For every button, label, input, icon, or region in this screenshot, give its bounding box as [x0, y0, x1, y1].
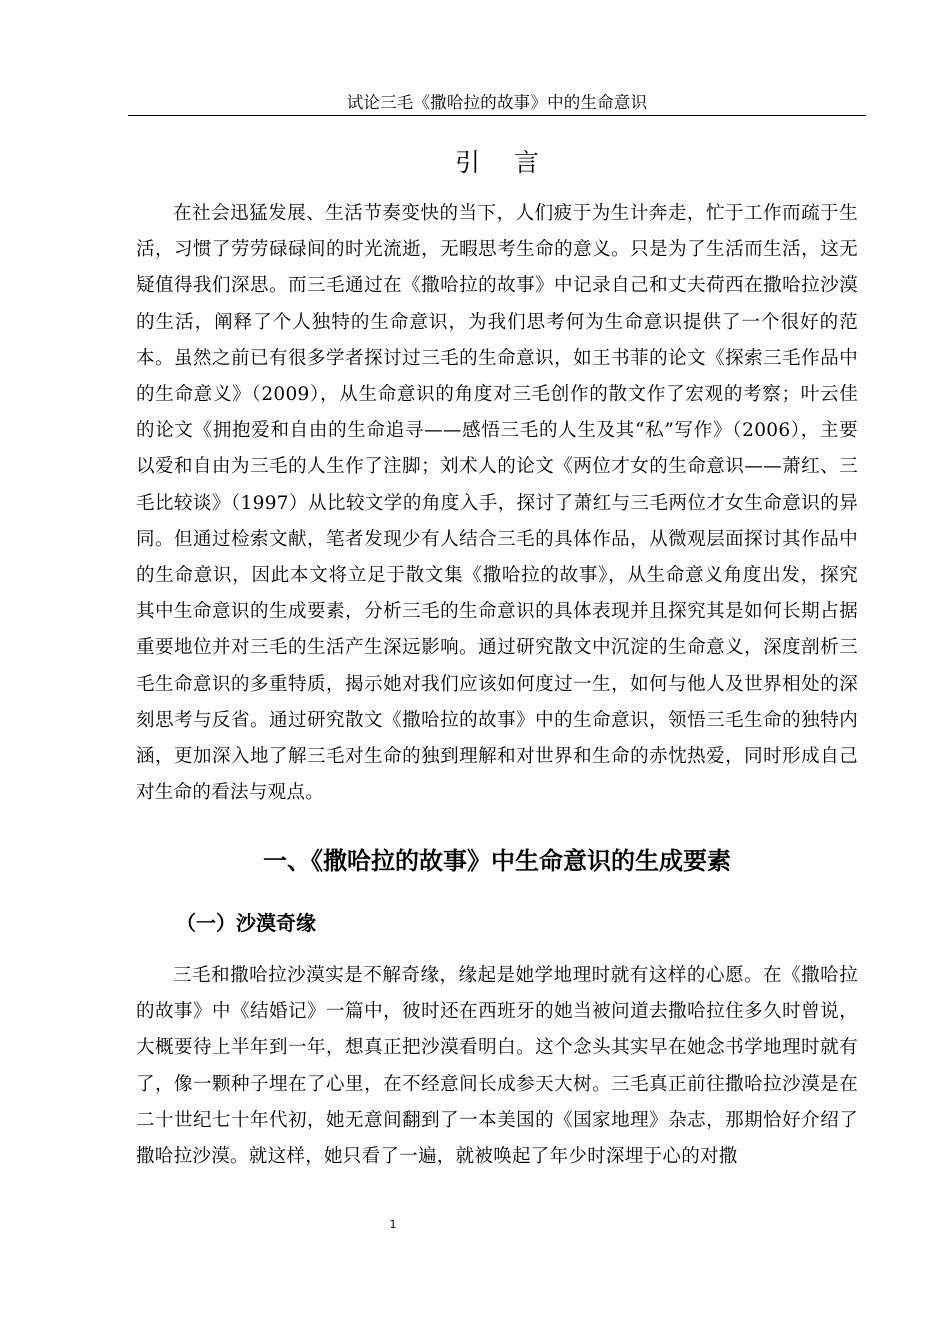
intro-title-char-2: 言 — [514, 148, 540, 177]
intro-title-char-1: 引 — [454, 148, 480, 177]
chapter-1-heading: 一、《撒哈拉的故事》中生命意识的生成要素 — [263, 847, 731, 875]
subsection-1-heading: （一）沙漠奇缘 — [176, 911, 316, 935]
intro-title — [128, 146, 866, 180]
page-number: 1 — [389, 1218, 397, 1231]
intro-paragraph: 在社会迅猛发展、生活节奏变快的当下，人们疲于为生计奔走，忙于工作而疏于生活，习惯了劳劳碌碌间的时光流逝，无暇思考生命的意义。只是为了生活而生活，这无疑值得我们深思。而三毛通过在《撒哈拉的故事》中记录自己和丈夫荷西在撒哈拉沙漠的生活，阐释了个人独特的生命意识，为我们思考何为生命意识提供了一个很好的范本。虽然之前已有很多学者探讨过三毛的生命意识，如王书菲的论文《探索三毛作品中的生命意义》（2009），从生命意识的角度对三毛创作的散文作了宏观的考察；叶云佳的论文《拥抱爱和自由的生命追寻——感悟三毛的人生及其“私”写作》（2006），主要以爱和自由为三毛的人生作了注脚；刘术人的论文《两位才女的生命意识——萧红、三毛比较谈》（1997）从比较文学的角度入手，探讨了萧红与三毛两位才女生命意识的异同。但通过检索文献，笔者发现少有人结合三毛的具体作品，从微观层面探讨其作品中的生命意识，因此本文将立足于散文集《撒哈拉的故事》，从生命意义角度出发，探究其中生命意识的生成要素，分析三毛的生命意识的具体表现并且探究其是如何长期占据重要地位并对三毛的生活产生深远影响。通过研究散文中沉淀的生命意义，深度剖析三毛生命意识的多重特质，揭示她对我们应该如何度过一生，如何与他人及世界相处的深刻思考与反省。通过研究散文《撒哈拉的故事》中的生命意识，领悟三毛生命的独特内涵，更加深入地了解三毛对生命的独到理解和对世界和生命的赤忱热爱，同时形成自己对生命的看法与观点。 — [136, 203, 858, 804]
subsection-1-paragraph: 三毛和撒哈拉沙漠实是不解奇缘，缘起是她学地理时就有这样的心愿。在《撒哈拉的故事》中《结婚记》一篇中，彼时还在西班牙的她当被问道去撒哈拉住多久时曾说，大概要待上半年到一年，想真正把沙漠看明白。这个念头其实早在她念书学地理时就有了，像一颗种子埋在了心里，在不经意间长成参天大树。三毛真正前往撒哈拉沙漠是在二十世纪七十年代初，她无意间翻到了一本美国的《国家地理》杂志，那期恰好介绍了撒哈拉沙漠。就这样，她只看了一遍，就被唤起了年少时深埋于心的对撒 — [136, 965, 858, 1168]
running-header-title: 试论三毛《撒哈拉的故事》中的生命意识 — [346, 93, 648, 112]
header-divider — [128, 115, 866, 116]
